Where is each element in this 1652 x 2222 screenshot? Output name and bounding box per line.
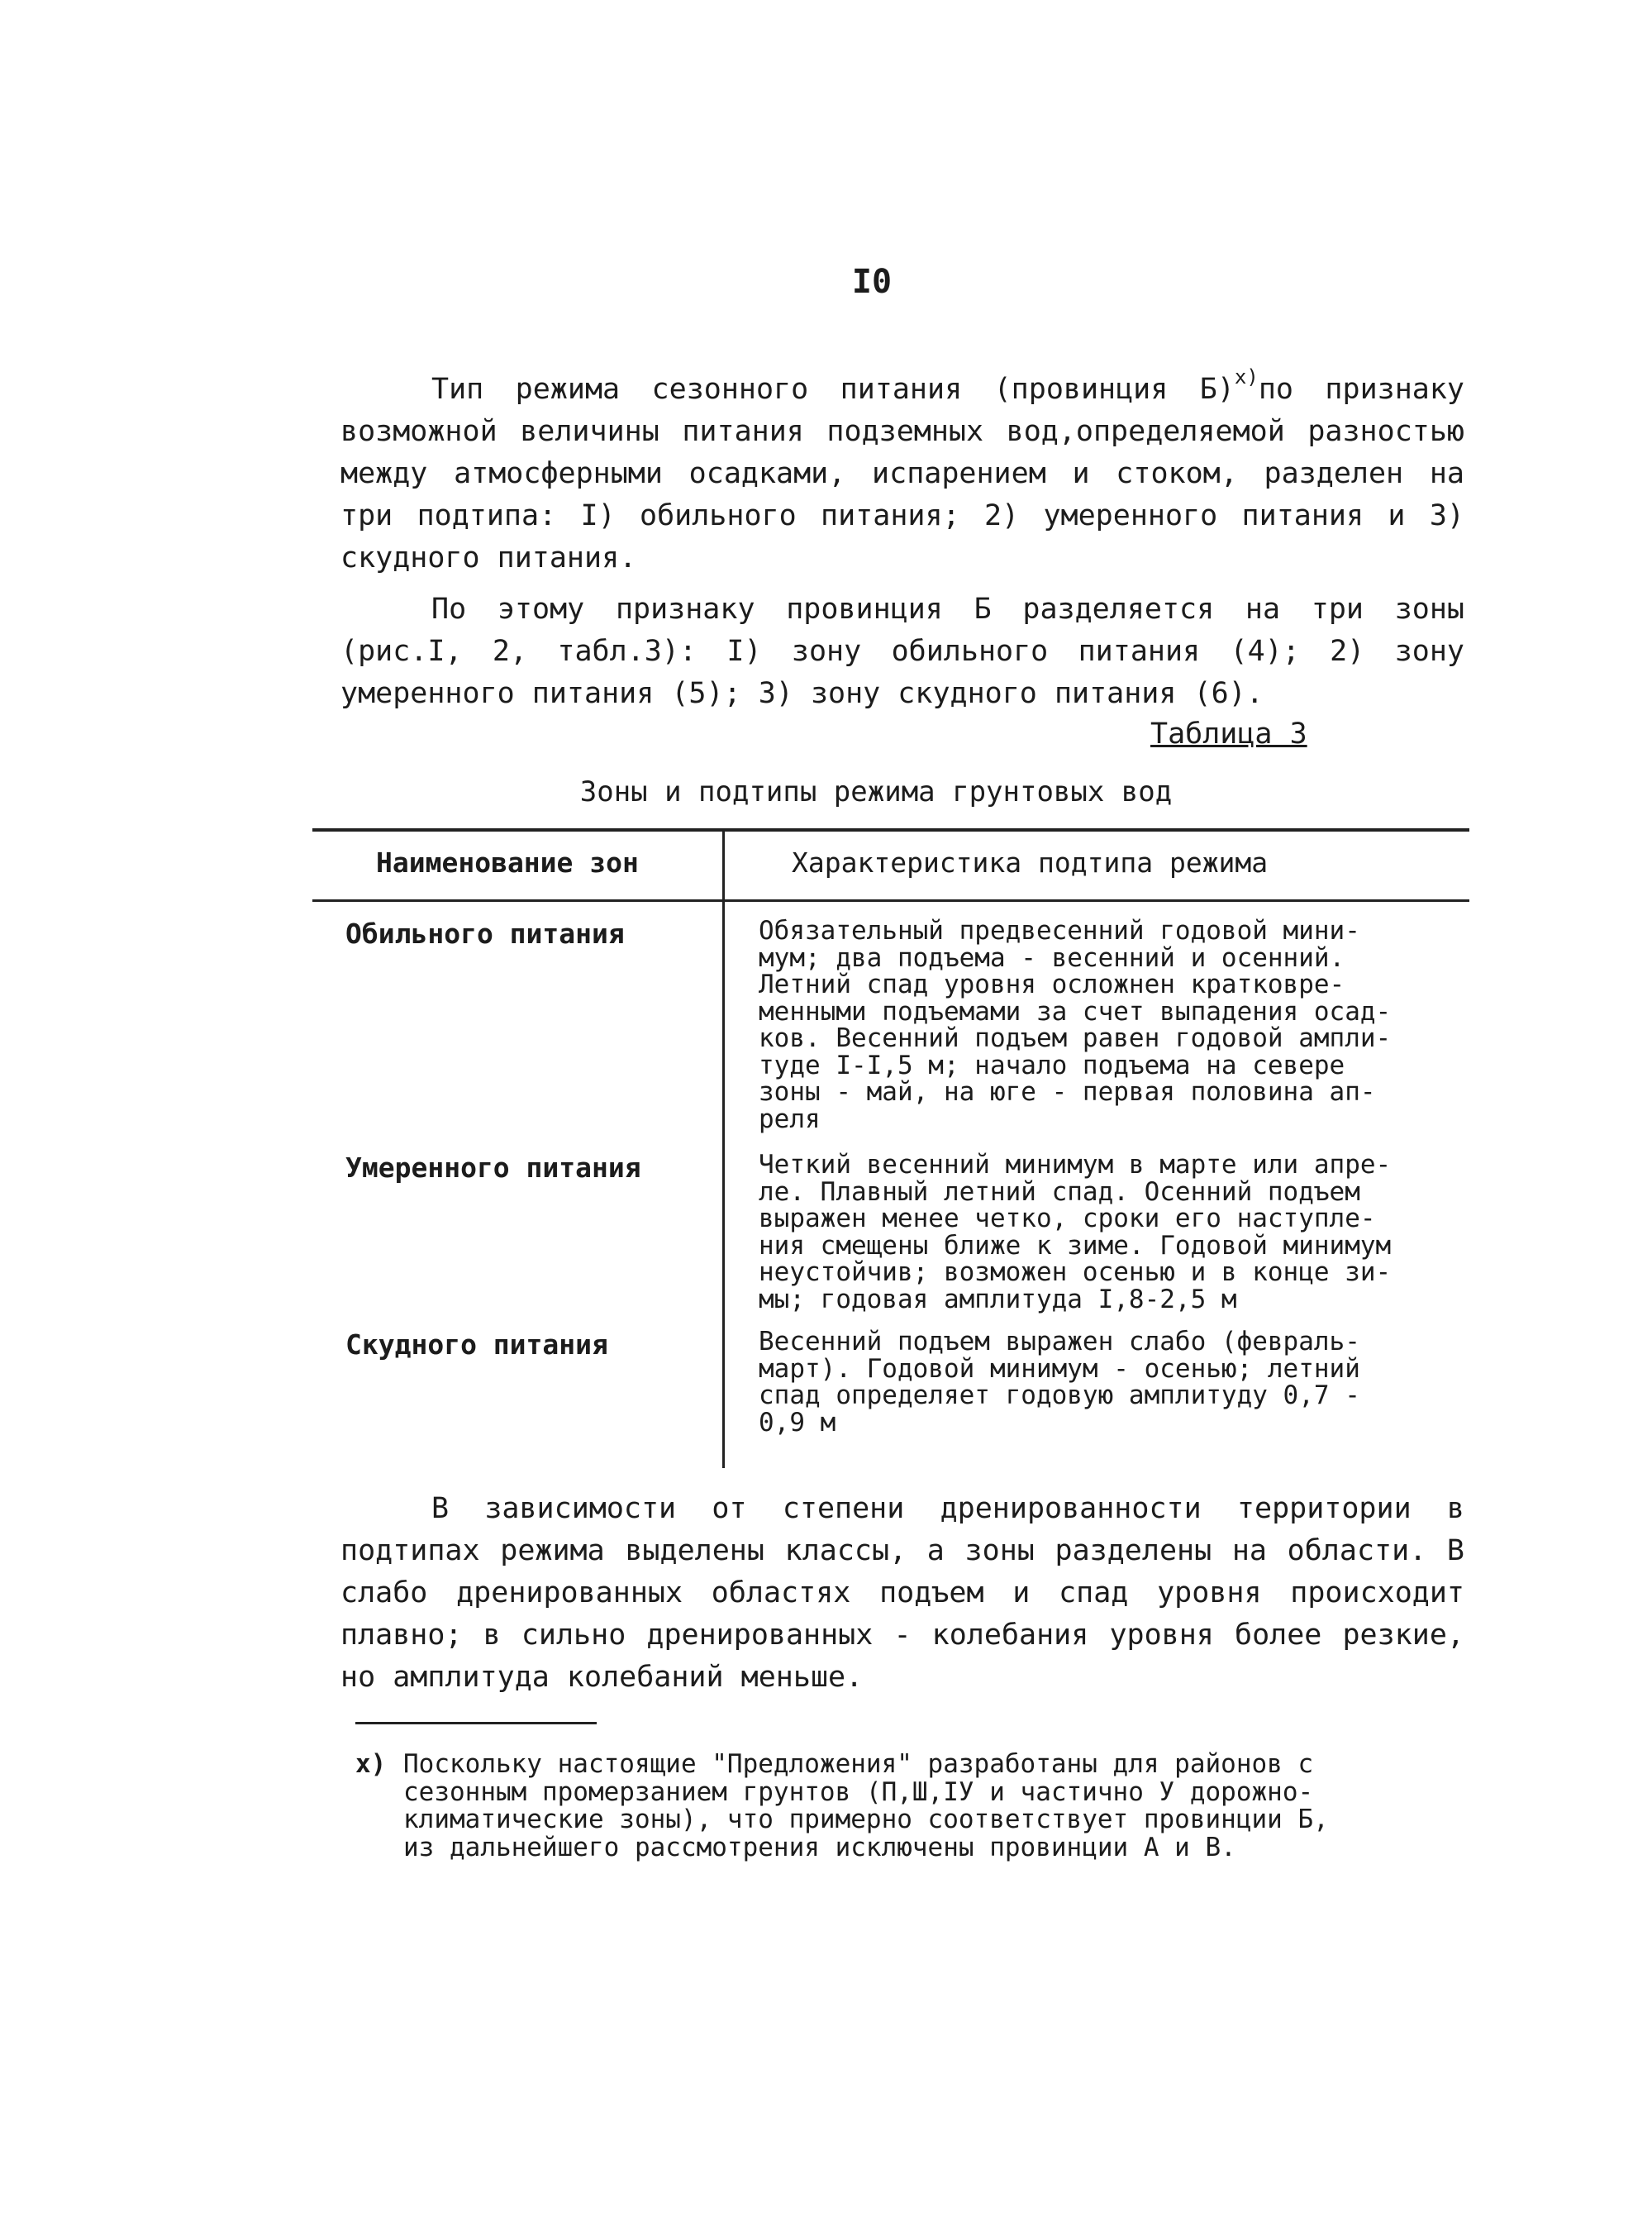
paragraph-3-text: В зависимости от степени дренированности территории в подтипах режима выделены классы, а зоны разделены на области. В слабо дренированных областях подъем и спад уровня происходит плавно; в сильно дренированных - колебания уровня более резкие, но амплитуда колебаний меньше. bbox=[340, 1492, 1464, 1694]
footnote bbox=[355, 1751, 1446, 1862]
zone-name-abundant: Обильного питания bbox=[345, 918, 625, 950]
zone-description-scarce bbox=[759, 1328, 1469, 1436]
description-line: реля bbox=[759, 1104, 821, 1134]
description-line: зоны - май, на юге - первая половина ап- bbox=[759, 1077, 1376, 1107]
page-number: I0 bbox=[851, 263, 893, 301]
description-line: мум; два подъема - весенний и осенний. bbox=[759, 942, 1345, 973]
footnote-line: Поскольку настоящие "Предложения" разработаны для районов с bbox=[403, 1749, 1314, 1779]
zone-description-moderate bbox=[759, 1152, 1469, 1313]
description-line: ния смещены ближе к зиме. Годовой минимум bbox=[759, 1230, 1392, 1261]
table-column-divider bbox=[722, 830, 725, 1468]
paragraph-2-text: По этому признаку провинция Б разделяется на три зоны (рис.I, 2, табл.3): I) зону обильного питания (4); 2) зону умеренного питания (5); 3) зону скудного питания (6). bbox=[340, 593, 1464, 710]
zone-name-moderate: Умеренного питания bbox=[345, 1152, 641, 1184]
description-line: Летний спад уровня осложнен кратковре- bbox=[759, 970, 1345, 999]
table-title: Зоны и подтипы режима грунтовых вод bbox=[579, 775, 1173, 808]
paragraph-3 bbox=[340, 1488, 1464, 1699]
description-line: Четкий весенний минимум в марте или апре- bbox=[759, 1150, 1392, 1180]
footnote-line: из дальнейшего рассмотрения исключены провинции А и В. bbox=[403, 1832, 1236, 1862]
paragraph-1-rest: возможной величины питания подземных вод,определяемой разностью между атмосферными осадками, испарением и стоком, разделен на три подтипа: I) обильного питания; 2) умеренного питания и 3) скудного питания. bbox=[340, 415, 1464, 575]
description-line: туде I-I,5 м; начало подъема на севере bbox=[759, 1050, 1345, 1080]
table-top-rule bbox=[312, 828, 1469, 832]
description-line: март). Годовой минимум - осенью; летний bbox=[759, 1353, 1360, 1384]
paragraph-1 bbox=[340, 365, 1464, 579]
footnote-line: климатические зоны), что примерно соответствует провинции Б, bbox=[403, 1805, 1329, 1834]
footnote-separator bbox=[355, 1722, 597, 1724]
paragraph-2 bbox=[340, 589, 1464, 715]
footnote-mark: х) bbox=[355, 1749, 387, 1779]
description-line: менными подъемами за счет выпадения осад- bbox=[759, 996, 1392, 1027]
paragraph-1-start: Тип режима сезонного питания (провинция Б) bbox=[431, 373, 1235, 406]
description-line: неустойчив; возможен осенью и в конце зи- bbox=[759, 1257, 1392, 1287]
description-line: 0,9 м bbox=[759, 1407, 836, 1438]
description-line: Обязательный предвесенний годовой мини- bbox=[759, 916, 1360, 946]
table-header-rule bbox=[312, 899, 1469, 902]
description-line: спад определяет годовую амплитуду 0,7 - bbox=[759, 1380, 1360, 1410]
zone-name-scarce: Скудного питания bbox=[345, 1328, 608, 1361]
footnote-reference: х) bbox=[1234, 365, 1259, 389]
zone-description-abundant bbox=[759, 918, 1469, 1132]
table-label: Таблица 3 bbox=[1150, 718, 1307, 751]
description-line: выражен менее четко, сроки его наступле- bbox=[759, 1204, 1376, 1233]
footnote-first-line bbox=[355, 1751, 1446, 1779]
description-line: ле. Плавный летний спад. Осенний подъем bbox=[759, 1176, 1360, 1207]
description-line: Весенний подъем выражен слабо (февраль- bbox=[759, 1327, 1360, 1357]
paragraph-1-line-end: по признаку bbox=[1258, 373, 1464, 406]
footnote-line: сезонным промерзанием грунтов (П,Ш,IУ и частично У дорожно- bbox=[403, 1776, 1314, 1807]
description-line: ков. Весенний подъем равен годовой ампли- bbox=[759, 1023, 1392, 1053]
description-line: мы; годовая амплитуда I,8-2,5 м bbox=[759, 1284, 1237, 1314]
table-header-zone: Наименование зон bbox=[376, 846, 639, 879]
table-header-characteristic: Характеристика подтипа режима bbox=[792, 846, 1269, 879]
